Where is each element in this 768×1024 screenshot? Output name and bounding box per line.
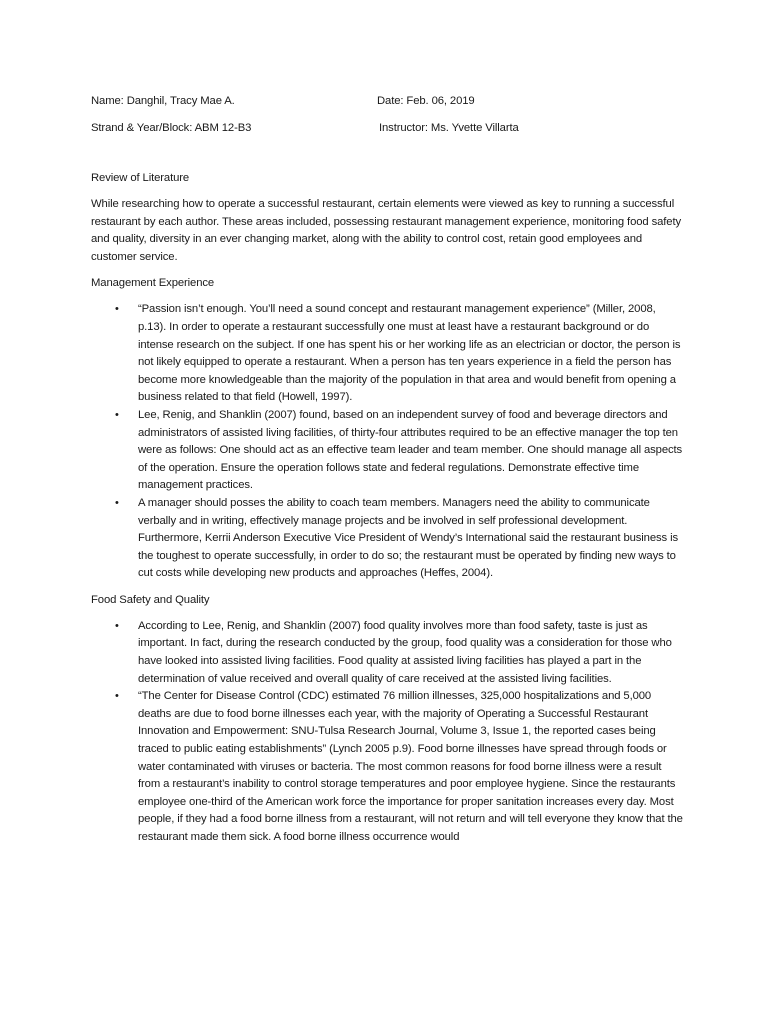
bullet-icon: • bbox=[115, 303, 119, 316]
list-item bbox=[91, 301, 685, 407]
bullet-text: A manager should posses the ability to coach team members. Managers need the ability to communicate verbally and in writing, effectively manage projects and be involved in self professional development. Furthermore, Kerrii Anderson Executive Vice President of Wendy’s International said the restaurant business is the toughest to operate successfully, in order to do so; the restaurant must be operated by finding new ways to cut costs while developing new products and approaches (Heffes, 2004). bbox=[138, 496, 679, 580]
food-safety-bullet-list bbox=[91, 618, 685, 847]
bullet-text: “Passion isn’t enough. You’ll need a sound concept and restaurant management experience” (Miller, 2008, p.13). In order to operate a restaurant successfully one must at least have a restaurant background or do intense research on the subject. If one has spent his or her working life as an electrician or doctor, the person is not likely equipped to operate a restaurant. When a person has ten years experience in a field the person has become more knowledgeable than the majority of the population in that area and would benefit from opening a business related to that field (Howell, 1997). bbox=[138, 303, 681, 404]
bullet-icon: • bbox=[115, 496, 119, 509]
list-item bbox=[91, 618, 685, 688]
bullet-icon: • bbox=[115, 690, 119, 703]
bullet-icon: • bbox=[115, 619, 119, 632]
header-row-2 bbox=[91, 120, 685, 138]
instructor: Instructor: Ms. Yvette Villarta bbox=[379, 122, 519, 134]
bullet-text: According to Lee, Renig, and Shanklin (2007) food quality involves more than food safety, taste is just as important. In fact, during the research conducted by the group, food quality was a consideration for those who have looked into assisted living facilities. Food quality at assisted living facilities has played a part in the determination of value received and overall quality of care received at the assisted living facilities. bbox=[138, 619, 672, 685]
bullet-icon: • bbox=[115, 408, 119, 421]
bullet-text: Lee, Renig, and Shanklin (2007) found, based on an independent survey of food and beverage directors and administrators of assisted living facilities, of thirty-four attributes required to be an effective manager the top ten were as follows: One should act as an effective team leader and team member. One should manage all aspects of the operation. Ensure the operation follows state and federal regulations. Demonstrate effective time management practices. bbox=[138, 408, 683, 492]
section-title-food-safety: Food Safety and Quality bbox=[91, 593, 210, 606]
list-item bbox=[91, 495, 685, 583]
student-name: Name: Danghil, Tracy Mae A. bbox=[91, 95, 235, 107]
date: Date: Feb. 06, 2019 bbox=[377, 95, 475, 107]
bullet-text: “The Center for Disease Control (CDC) estimated 76 million illnesses, 325,000 hospitalizations and 5,000 deaths are due to food borne illnesses each year, with the majority of Operating a Successful Restaurant Innovation and Empowerment: SNU-Tulsa Research Journal, Volume 3, Issue 1, the reported cases being traced to public eating establishments” (Lynch 2005 p.9). Food borne illnesses have spread through foods or water contaminated with viruses or bacteria. The most common reasons for food borne illness were a result from a restaurant’s inability to control storage temperatures and poor employee hygiene. Since the restaurants employee one-third of the American work force the importance for proper sanitation increases every day. Most people, if they had a food borne illness from a restaurant, will not return and will tell everyone they know that the restaurant made them sick. A food borne illness occurrence would bbox=[138, 690, 683, 843]
management-bullet-list bbox=[91, 301, 685, 583]
review-intro-paragraph: While researching how to operate a successful restaurant, certain elements were viewed as key to running a successful restaurant by each author. These areas included, possessing restaurant management experience, monitoring food safety and quality, diversity in an ever changing market, along with the ability to control cost, retain good employees and customer service. bbox=[91, 198, 681, 263]
header-row-1 bbox=[91, 93, 685, 111]
list-item bbox=[91, 407, 685, 495]
document-body bbox=[91, 93, 685, 847]
section-title-review: Review of Literature bbox=[91, 172, 190, 184]
strand-year-block: Strand & Year/Block: ABM 12-B3 bbox=[91, 122, 252, 134]
list-item bbox=[91, 688, 685, 846]
section-title-management: Management Experience bbox=[91, 277, 215, 290]
